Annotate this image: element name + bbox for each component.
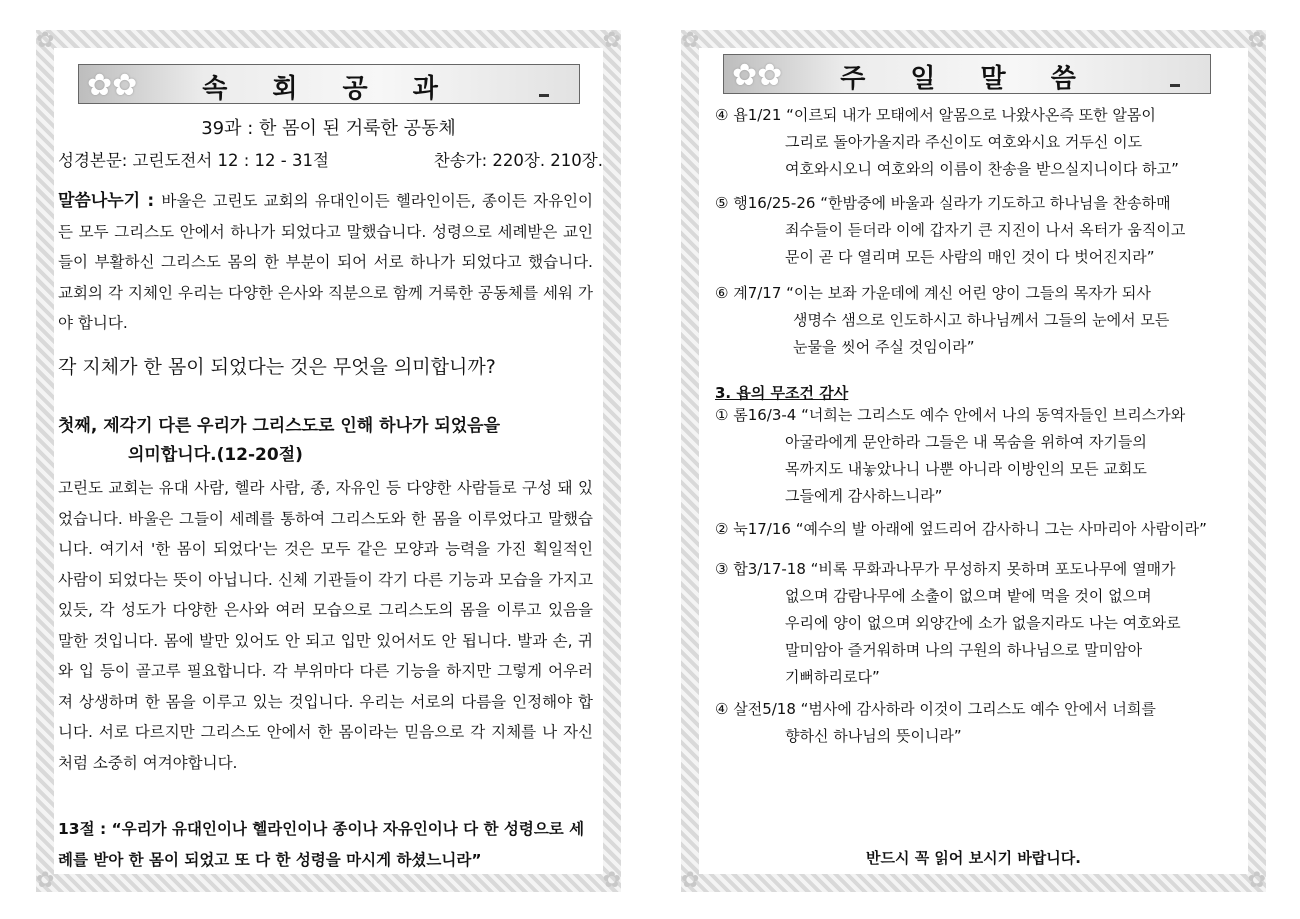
verse-line: ④ 욥1/21 “이르되 내가 모태에서 알몸으로 나왔사온즉 또한 알몸이 <box>715 106 1156 124</box>
flower-icon: ✿ <box>1247 868 1266 893</box>
verse-line: ② 눅17/16 “예수의 발 아래에 엎드리어 감사하니 그는 사마리아 사람이라” <box>715 520 1207 538</box>
flower-icon: ✿✿ <box>87 68 138 103</box>
verse-line: ④ 살전5/18 “범사에 감사하라 이것이 그리스도 예수 안에서 너희를 <box>715 700 1156 718</box>
verse-line: ⑤ 행16/25-26 “한밤중에 바울과 실라가 기도하고 하나님을 찬송하매 <box>715 194 1171 212</box>
verse-item <box>715 402 1185 510</box>
flower-icon: ✿ <box>36 28 55 53</box>
verse-line: ⑥ 계7/17 “이는 보좌 가운데에 계신 어린 양이 그들의 목자가 되사 <box>715 284 1151 302</box>
verse-item <box>715 190 1185 271</box>
verse-line: 그리로 돌아가올지라 주신이도 여호와시요 거두신 이도 <box>785 133 1143 151</box>
verse-item <box>715 280 1169 361</box>
verse-quote: 13절 : “우리가 유대인이나 헬라인이나 종이나 자유인이나 다 한 성령으로 세례를 받아 한 몸이 되었고 또 다 한 성령을 마시게 하셨느니라” <box>58 820 585 869</box>
sermon-page <box>681 30 1266 892</box>
lesson-title: 속 회 공 과 <box>202 74 456 104</box>
verse-line: 말미암아 즐거워하며 나의 구원의 하나님으로 말미암아 <box>785 641 1143 659</box>
verse-item <box>715 556 1181 691</box>
verse-line: 기뻐하리로다” <box>785 668 880 686</box>
point-paragraph: 고린도 교회는 유대 사람, 헬라 사람, 종, 자유인 등 다양한 사람들로 구성 돼 있었습니다. 바울은 그들이 세례를 통하여 그리스도와 한 몸을 이루었다고 말했습니다. 여기서 '한 몸이 되었다'는 것은 모두 같은 모양과 능력을 가진 획일적인 사람이 되었다는 뜻이 아닙니다. 신체 기관들이 각기 다른 기능과 모습을 가지고 있듯, 각 성도가 다양한 은사와 여러 모습으로 그리스도의 몸을 이루고 있음을 말한 것입니다. 몸에 발만 있어도 안 되고 입만 있어서도 안 됩니다. 발과 손, 귀와 입 등이 골고루 필요합니다. 각 부위마다 다른 기능을 하지만 그렇게 어우러져 상생하며 한 몸을 이루고 있는 것입니다. 우리는 서로의 다름을 인정해야 합니다. 서로 다르지만 그리스도 안에서 한 몸이라는 믿음으로 각 지체를 나 자신처럼 소중히 여겨야합니다. <box>58 479 593 772</box>
sermon-title: 주 일 말 씀 <box>840 64 1094 94</box>
scripture-reference: 성경본문: 고린도전서 12 : 12 - 31절 <box>58 151 329 170</box>
verse-item <box>715 516 1207 543</box>
point-heading <box>58 412 500 470</box>
verse-line: 우리에 양이 없으며 외양간에 소가 없을지라도 나는 여호와로 <box>785 614 1181 632</box>
flower-icon: ✿ <box>1247 28 1266 53</box>
point-heading-line2: 의미합니다.(12-20절) <box>128 445 303 465</box>
intro-text: 바울은 고린도 교회의 유대인이든 헬라인이든, 종이든 자유인이든 모두 그리스도 안에서 하나가 되었다고 말했습니다. 성령으로 세례받은 교인들이 부활하신 그리스도 몸의 한 부분이 되어 서로 하나가 되었다고 했습니다. 교회의 각 지체인 우리는 다양한 은사와 직분으로 함께 거룩한 공동체를 세워 가야 합니다. <box>58 192 593 332</box>
sermon-title-bar <box>723 54 1211 94</box>
hymn-numbers: 찬송가: 220장. 210장. <box>433 151 603 170</box>
verse-line: 문이 곧 다 열리며 모든 사람의 매인 것이 다 벗어진지라” <box>785 248 1155 266</box>
flower-icon: ✿ <box>36 868 55 893</box>
verse-line: 목까지도 내놓았나니 나뿐 아니라 이방인의 모든 교회도 <box>785 460 1147 478</box>
flower-icon: ✿ <box>681 28 700 53</box>
verse-line: 없으며 감람나무에 소출이 없으며 밭에 먹을 것이 없으며 <box>785 587 1152 605</box>
lesson-page <box>36 30 621 892</box>
verse-line: 죄수들이 듣더라 이에 갑자기 큰 지진이 나서 옥터가 움직이고 <box>785 221 1186 239</box>
verse-item <box>715 696 1156 750</box>
intro-lead: 말씀나누기 : <box>58 191 162 211</box>
verse-line: 향하신 하나님의 뜻이니라” <box>785 727 962 745</box>
intro-paragraph <box>58 186 593 339</box>
flower-icon: ✿ <box>681 868 700 893</box>
verse-line: 눈물을 씻어 주실 것임이라” <box>793 338 975 356</box>
decorative-mark <box>1170 84 1180 87</box>
verse-line: 그들에게 감사하느니라” <box>785 487 943 505</box>
lesson-meta <box>58 146 603 177</box>
verse-item <box>715 102 1179 183</box>
verse-line: 여호와시오니 여호와의 이름이 찬송을 받으실지니이다 하고” <box>785 160 1179 178</box>
lesson-subtitle: 39과 : 한 몸이 된 거룩한 공동체 <box>201 118 456 139</box>
lesson-title-bar <box>78 64 580 104</box>
footer-note: 반드시 꼭 읽어 보시기 바랍니다. <box>866 849 1081 867</box>
verse-line: ③ 합3/17-18 “비록 무화과나무가 무성하지 못하며 포도나무에 열매가 <box>715 560 1176 578</box>
verse-line: ① 롬16/3-4 “너희는 그리스도 예수 안에서 나의 동역자들인 브리스가와 <box>715 406 1186 424</box>
decorative-mark <box>539 94 549 97</box>
verse-line: 아굴라에게 문안하라 그들은 내 목숨을 위하여 자기들의 <box>785 433 1147 451</box>
flower-icon: ✿ <box>602 868 621 893</box>
verse-line: 생명수 샘으로 인도하시고 하나님께서 그들의 눈에서 모든 <box>793 311 1170 329</box>
flower-icon: ✿✿ <box>732 58 783 93</box>
point-heading-line1: 첫째, 제각기 다른 우리가 그리스도로 인해 하나가 되었음을 <box>58 416 501 436</box>
section-heading: 3. 욥의 무조건 감사 <box>715 384 849 402</box>
discussion-question: 각 지체가 한 몸이 되었다는 것은 무엇을 의미합니까? <box>58 356 496 378</box>
flower-icon: ✿ <box>602 28 621 53</box>
